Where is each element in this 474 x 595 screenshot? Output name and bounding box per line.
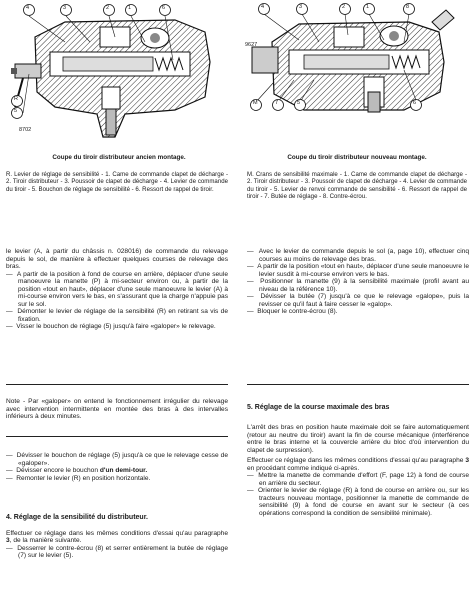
list-item: — Orienter le levier de réglage (R) à fond de course en arrière ou, sur les tracteurs nouveau montage, positionner la manette de commande de sensibilité (9) à fond de course en avant sur le secteur (à ces opérations correspond la condition de sensibilité minimale). (247, 487, 469, 518)
callout-3: 3 (63, 5, 67, 11)
intro-paragraph: le levier (A, à partir du châssis n. 028016) de commande du relevage depuis le sol, de manière à effectuer quelques courses de relevage des bras. (6, 248, 228, 271)
callout-3: 3 (299, 4, 303, 10)
callout-7: 7 (275, 100, 279, 106)
callout-6: 6 (162, 5, 166, 11)
list-item: — Dévisser le bouchon de réglage (5) jusqu'à ce que le relevage cesse de «galoper». (6, 452, 228, 467)
section-5-title: 5. Réglage de la course maximale des bras (247, 404, 390, 411)
figure-left-title: Coupe du tiroir distributeur ancien montage. (52, 154, 186, 161)
figure-ref: 8702 (19, 127, 32, 133)
list-item: — Dévisser la butée (7) jusqu'à ce que le relevage «galope», puis la revisser ce qu'il faut à faire cesser le «galop». (247, 293, 469, 308)
callout-M: M (253, 100, 258, 106)
callout-R: R (14, 96, 18, 102)
list-item: — Bloquer le contre-écrou (8). (247, 308, 338, 316)
left-column-continued (6, 452, 228, 482)
figure-right-title: Coupe du tiroir distributeur nouveau montage. (287, 154, 427, 161)
note-block (6, 398, 228, 421)
list-item: — Dévisser encore le bouchon d'un demi-tour. (6, 467, 148, 475)
list-item: — Desserrer le contre-écrou (8) et serrer entièrement la butée de réglage (7) sur le levier (5). (6, 544, 228, 560)
callout-1: 1 (128, 5, 132, 11)
section-5 (247, 404, 469, 518)
section-5-paragraph-1: L'arrêt des bras en position haute maximale doit se faire automatiquement (retour au neutre du tiroir) avant la fin de course mécanique (interférence entre le bras interne et la couvercle arrière du bloc d'où intervention du clapet de surpression). (247, 424, 469, 454)
note-paragraph: Note - Par «galoper» on entend le fonctionnement irrégulier du relevage avec intervention intermittente en montée des bras à des intervalles inférieurs à deux minutes. (6, 398, 228, 421)
list-item: — Visser le bouchon de réglage (5) jusqu'à faire «galoper» le relevage. (6, 323, 216, 331)
callout-1: 1 (366, 4, 370, 10)
list-item: — Démonter le levier de réglage de la sensibilité (R) en retirant sa vis de fixation. (6, 308, 228, 323)
figure-left-old-assembly (5, 2, 227, 142)
cross-section-drawing-new (244, 2, 470, 142)
list-item: — Remonter le levier (R) en position horizontale. (6, 474, 151, 482)
cross-section-drawing-old (5, 2, 227, 142)
divider (6, 384, 228, 385)
list-item: — Positionner la manette (9) à la sensibilité maximale (profil avant au niveau de la référence 10). (247, 278, 469, 293)
list-item: — A partir de la position «tout en haut», déplacer d'une seule manoeuvre le levier susdit à mi-course environ vers le bas. (247, 263, 470, 278)
callout-4: 4 (26, 5, 30, 11)
callout-2: 2 (342, 4, 346, 10)
section-4 (6, 514, 228, 560)
callout-2: 2 (106, 5, 110, 11)
divider (247, 384, 469, 385)
figure-ref: 9627 (245, 42, 258, 48)
list-item: — Mettre la manette de commande d'effort (F, page 12) à fond de course en arrière du secteur. (247, 472, 470, 487)
callout-4: 4 (261, 4, 265, 10)
list-item: — Avec le levier de commande depuis le sol (a, page 10), effectuer cinq courses au moins de relevage des bras. (247, 248, 470, 263)
callout-8: 8 (406, 4, 410, 10)
figure-right-new-assembly (244, 2, 470, 142)
section-4-title: 4. Réglage de la sensibilité du distributeur. (6, 514, 148, 521)
list-item: — A partir de la position à fond de course en arrière, déplacer d'une seule manoeuvre la manette (P) à mi-secteur environ ou, à partir de la position «tout en haut», déplacer d'une seule manoeuvre le levier (A) à mi-course environ vers le bas, en s'assurant que la charge n'appuie pas sur le sol. (6, 270, 228, 308)
callout-5: 5 (297, 100, 301, 106)
left-column (6, 248, 228, 331)
section-5-paragraph-2: Effectuer ce réglage dans les mêmes conditions d'essai qu'au paragraphe 3 en procédant comme indiqué ci-après. (247, 457, 469, 472)
callout-6: 6 (413, 100, 417, 106)
right-column (247, 248, 469, 316)
callout-5: 5 (14, 108, 18, 114)
divider (6, 436, 228, 437)
section-4-paragraph: Effectuer ce réglage dans les mêmes conditions d'essai qu'au paragraphe 3, de la manière suivante. (6, 529, 228, 545)
figure-right-legend: M. Crans de sensibilité maximale - 1. Came de commande clapet de décharge - 2. Tiroir distributeur - 3. Poussoir de clapet de décharge - 4. Levier de commande du tiroir - 5. Levier de renvoi commande de sensibilité - 6. Ressort de rappel de tiroir - 7. Butée de réglage - 8. Contre-écrou. (247, 171, 467, 201)
figure-left-legend: R. Levier de réglage de sensibilité - 1. Came de commande clapet de décharge - 2. Tiroir distributeur - 3. Poussoir de clapet de décharge - 4. Levier de commande du tiroir - 5. Bouchon de réglage de sensibilité - 6. Ressort de rappel de tiroir. (6, 171, 228, 193)
